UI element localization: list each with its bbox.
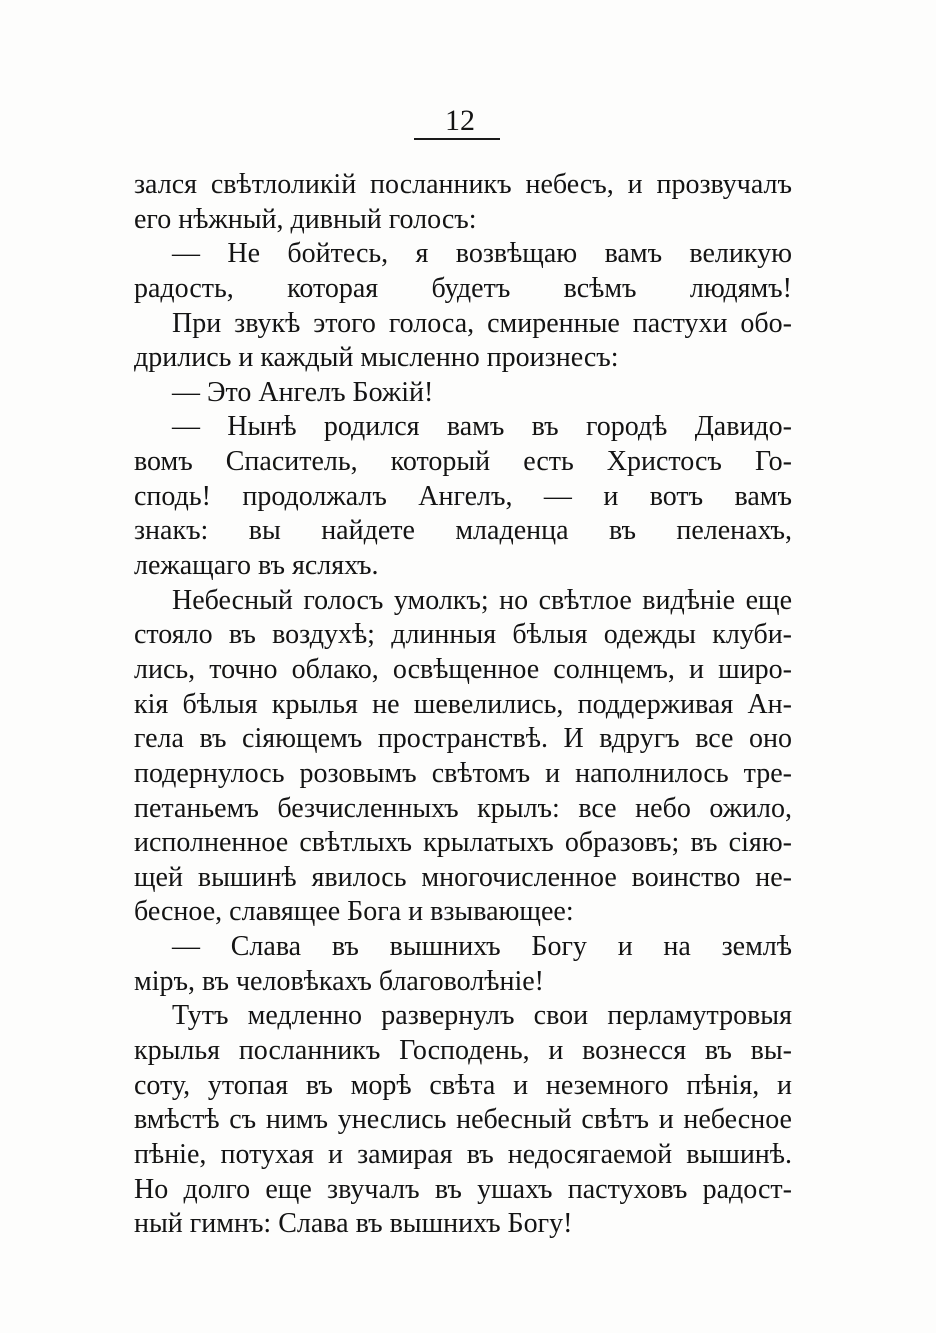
text-line: зался свѣтлоликій посланникъ небесъ, и прозвучалъ — [134, 169, 792, 200]
text-line: крылья посланникъ Господень, и вознесся въ вы- — [134, 1035, 792, 1067]
page-text — [134, 168, 792, 1242]
text-line: — Не бойтесь, я возвѣщаю вамъ великую — [172, 238, 792, 270]
text-line: — Это Ангелъ Божій! — [172, 376, 434, 408]
text-line: — Слава въ вышнихъ Богу и на землѣ — [172, 931, 792, 963]
text-line: его нѣжный, дивный голосъ: — [134, 203, 477, 235]
text-line: ный гимнъ: Слава въ вышнихъ Богу! — [134, 1208, 573, 1240]
text-line: соту, утопая въ морѣ свѣта и неземного пѣнія, и — [134, 1069, 792, 1101]
text-line: сподь! продолжалъ Ангелъ, — и вотъ вамъ — [134, 480, 792, 512]
text-line: лись, точно облако, освѣщенное солнцемъ, и широ- — [134, 653, 792, 685]
page-number-rule — [414, 138, 500, 140]
text-line: Тутъ медленно развернулъ свои перламутровыя — [172, 1000, 792, 1032]
text-line: вомъ Спаситель, который есть Христосъ Го- — [134, 446, 792, 478]
text-line: вмѣстѣ съ нимъ унеслись небесный свѣтъ и небесное — [134, 1104, 792, 1136]
text-line: подернулось розовымъ свѣтомъ и наполнилось тре- — [134, 757, 792, 789]
text-line: знакъ: вы найдете младенца въ пеленахъ, — [134, 515, 792, 547]
page-number: 12 — [445, 104, 475, 137]
text-line: Небесный голосъ умолкъ; но свѣтлое видѣніе еще — [172, 584, 792, 616]
text-line: петаньемъ безчисленныхъ крылъ: все небо ожило, — [134, 792, 792, 824]
text-line: радость, которая будетъ всѣмъ людямъ! — [134, 272, 792, 304]
text-line: Но долго еще звучалъ въ ушахъ пастуховъ радост- — [134, 1173, 792, 1205]
text-line: лежащаго въ ясляхъ. — [134, 550, 379, 582]
text-line: пѣніе, потухая и замирая въ недосягаемой вышинѣ. — [134, 1138, 792, 1170]
text-line: міръ, въ человѣкахъ благоволѣніе! — [134, 965, 544, 997]
text-line: гела въ сіяющемъ пространствѣ. И вдругъ все оно — [134, 723, 792, 755]
text-line: щей вышинѣ явилось многочисленное воинство не- — [134, 861, 792, 893]
text-line: стояло въ воздухѣ; длинныя бѣлыя одежды клуби- — [134, 619, 792, 651]
text-line: исполненное свѣтлыхъ крылатыхъ образовъ; въ сіяю- — [134, 827, 792, 859]
text-line: — Нынѣ родился вамъ въ городѣ Давидо- — [172, 411, 792, 443]
text-line: При звукѣ этого голоса, смиренные пастухи обо- — [172, 307, 792, 339]
text-line: дрились и каждый мысленно произнесъ: — [134, 342, 619, 374]
text-line: кія бѣлыя крылья не шевелились, поддерживая Ан- — [134, 688, 792, 720]
text-line: бесное, славящее Бога и взывающее: — [134, 896, 574, 928]
